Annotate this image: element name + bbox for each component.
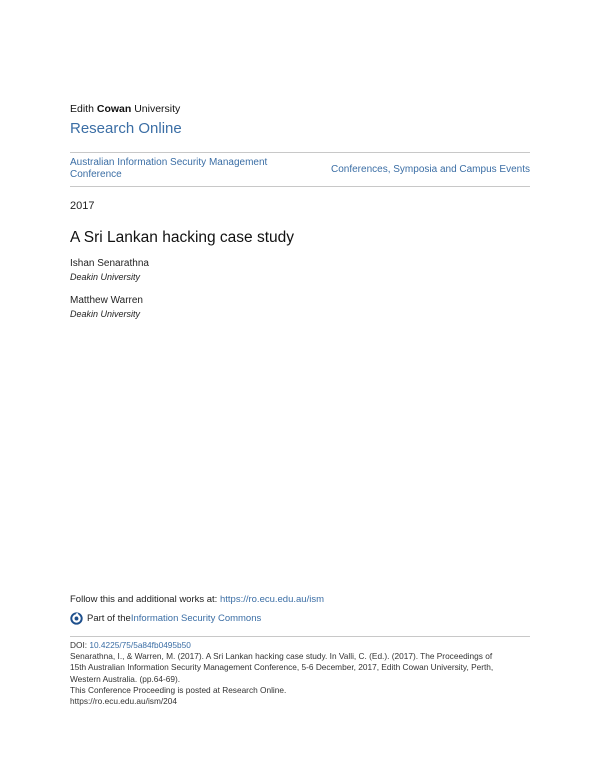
institution-name	[70, 103, 180, 115]
part-of-text: Part of the	[87, 613, 131, 624]
top-divider	[70, 152, 530, 153]
citation-block	[70, 640, 530, 707]
bottom-divider	[70, 186, 530, 187]
publication-year: 2017	[70, 200, 95, 212]
commons-link[interactable]: Information Security Commons	[130, 613, 262, 624]
record-url: https://ro.ecu.edu.au/ism/204	[70, 696, 178, 707]
institution-bold: Cowan	[96, 103, 132, 115]
paper-title: A Sri Lankan hacking case study	[70, 229, 295, 246]
collection-link-left[interactable]: Australian Information Security Management Conference	[70, 157, 268, 180]
posted-note: This Conference Proceeding is posted at Research Online.	[70, 684, 287, 695]
author-block	[70, 295, 143, 319]
repository-link[interactable]: Research Online	[70, 120, 182, 137]
part-of-line	[70, 612, 261, 625]
citation-line: 15th Australian Information Security Management Conference, 5-6 December, 2017, Edith Cowan University, Perth,	[70, 662, 494, 673]
doi-link[interactable]: 10.4225/75/5a84fb0495b50	[89, 640, 191, 650]
author-affiliation: Deakin University	[70, 309, 141, 319]
author-name: Matthew Warren	[70, 295, 143, 306]
follow-line	[70, 594, 324, 605]
follow-text: Follow this and additional works at:	[70, 594, 220, 605]
doi-line	[70, 640, 530, 651]
footer-divider	[70, 636, 530, 637]
author-affiliation: Deakin University	[70, 272, 141, 282]
network-logo-icon	[70, 612, 83, 625]
institution-prefix: Edith	[70, 103, 97, 115]
follow-link[interactable]: https://ro.ecu.edu.au/ism	[219, 594, 324, 605]
citation-line: Senarathna, I., & Warren, M. (2017). A Sri Lankan hacking case study. In Valli, C. (Ed.). (2017). The Proceedings of	[70, 651, 493, 662]
citation-line: Western Australia. (pp.64-69).	[70, 673, 181, 684]
author-name: Ishan Senarathna	[70, 258, 149, 269]
institution-suffix: University	[131, 103, 181, 115]
author-block	[70, 258, 149, 282]
collection-link-right[interactable]: Conferences, Symposia and Campus Events	[331, 164, 530, 175]
doi-label: DOI:	[70, 640, 90, 650]
